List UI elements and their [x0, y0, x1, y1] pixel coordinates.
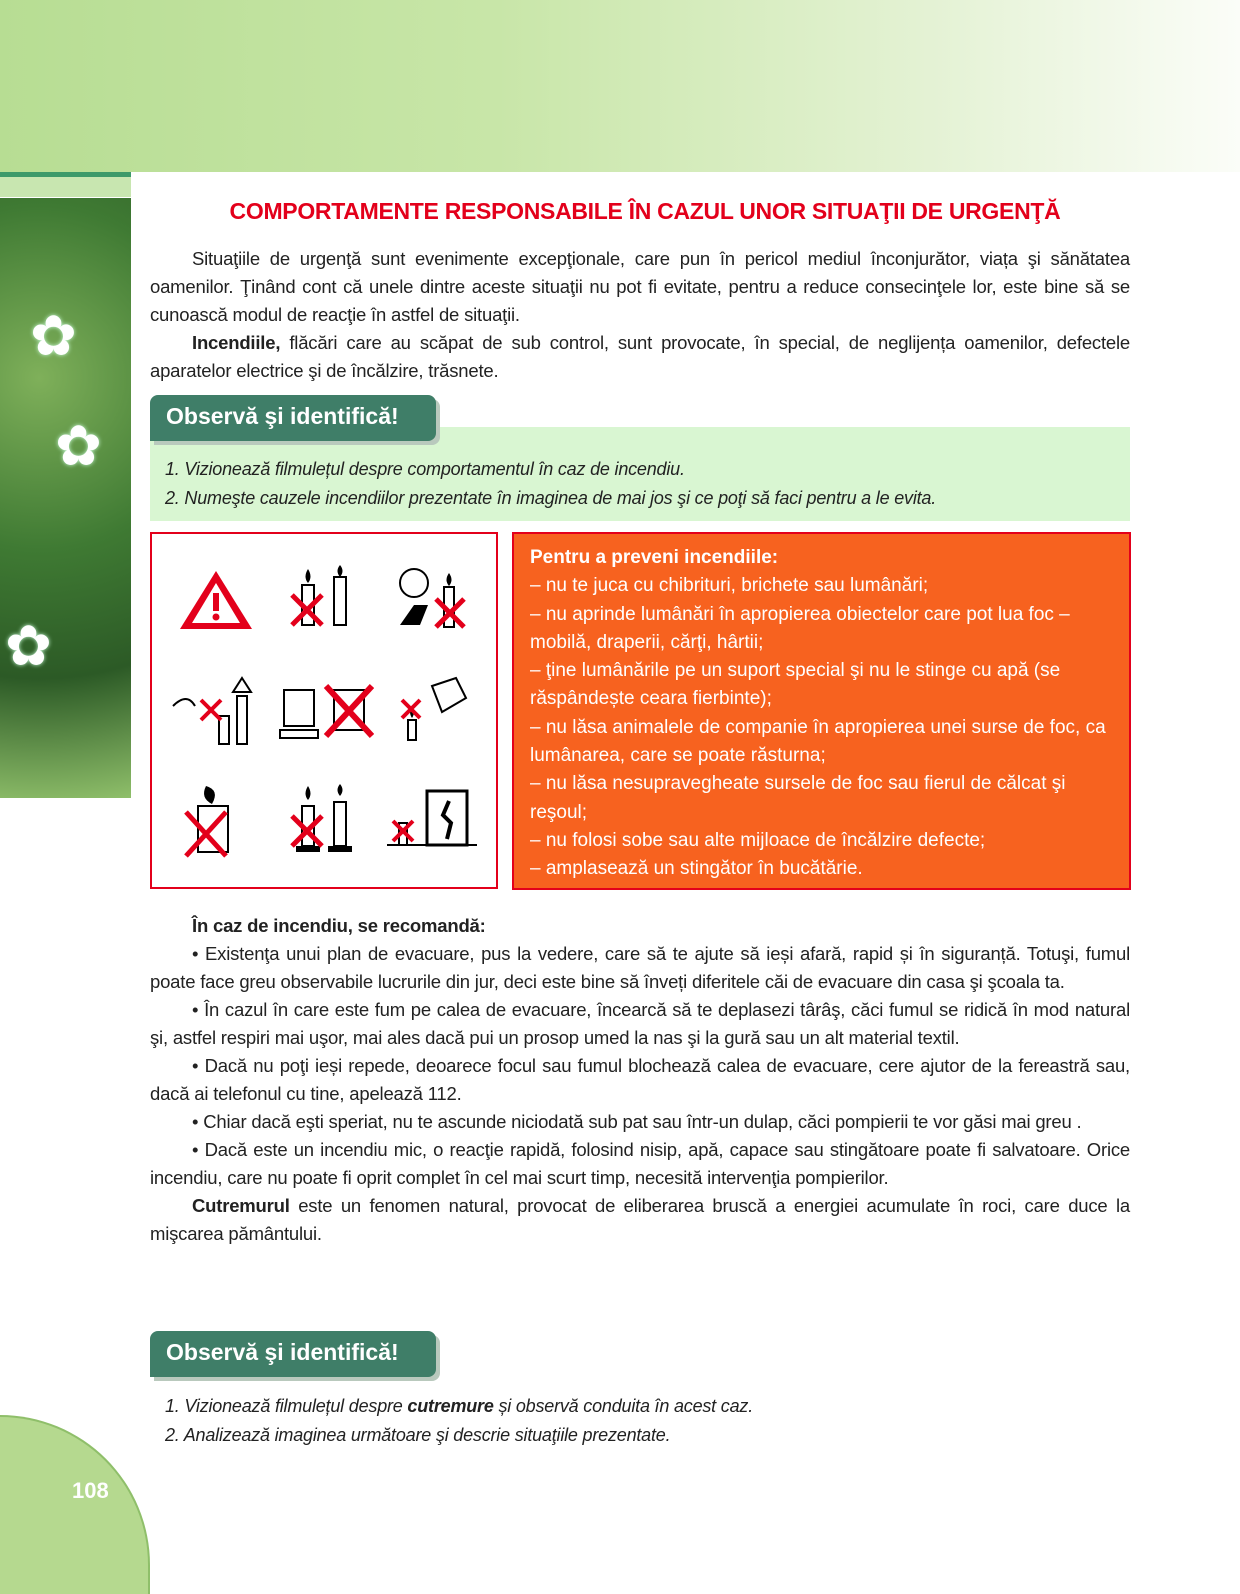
exit-icon	[378, 766, 486, 877]
page-title: COMPORTAMENTE RESPONSABILE ÎN CAZUL UNOR SITUAŢII DE URGENŢĂ	[229, 198, 1061, 224]
observe-header: Observă şi identifică!	[150, 1331, 436, 1377]
text: 1. Vizionează filmulețul despre	[165, 1396, 408, 1416]
flower-icon: ✿	[30, 304, 77, 367]
header-band	[0, 0, 1240, 172]
quake-paragraph	[150, 1192, 1130, 1248]
term: Cutremurul	[192, 1195, 290, 1216]
fire-safety-pictograms	[150, 532, 498, 889]
recommend-item: • Dacă nu poţi ieși repede, deoarece focul sau fumul blochează calea de evacuare, cere ajutor de la fereastră sau, dacă ai telefonul cu tine, apelează 112.	[150, 1055, 1130, 1104]
fires-paragraph	[150, 329, 1130, 385]
text: și observă conduita în acest caz.	[493, 1396, 753, 1416]
term: Incendiile,	[192, 332, 281, 353]
recommend-item: • Dacă este un incendiu mic, o reacţie rapidă, folosind nisip, apă, capace sau stingătoare poate fi salvatoare. Orice incendiu, care nu poate fi oprit complet în cel mai scurt timp, necesită intervenţia pompierilor.	[150, 1139, 1130, 1188]
recommend-item: • În cazul în care este fum pe calea de evacuare, încearcă să te deplasezi târâş, căci fumul se ridică în mod natural şi, astfel respiri mai uşor, mai ales dacă pui un prosop umed la nas şi la gură sau un alt material textil.	[150, 999, 1130, 1048]
page-corner	[0, 1415, 150, 1594]
task-item	[165, 1392, 1125, 1421]
prevention-item: – nu aprinde lumânări în apropierea obiectelor care pot lua foc – mobilă, draperii, cărţi, hârtii;	[530, 603, 1070, 653]
plant-candle-icon	[162, 766, 270, 877]
child-candle-icon	[378, 544, 486, 655]
warning-icon	[162, 544, 270, 655]
prevention-item: – nu lăsa animalele de companie în apropierea unei surse de foc, ca lumânarea, care se poate răsturna;	[530, 716, 1106, 767]
prevention-item: – amplasează un stingător în bucătărie.	[530, 858, 863, 880]
recommend-section	[150, 912, 1130, 1248]
water-candle-icon	[378, 655, 486, 766]
candle-no-icon	[270, 544, 378, 655]
flower-icon: ✿	[5, 614, 52, 677]
definition: este un fenomen natural, provocat de eliberarea bruscă a energiei acumulate în roci, care duce la mişcarea pământului.	[150, 1195, 1130, 1244]
prevention-item: – nu te juca cu chibrituri, brichete sau lumânări;	[530, 575, 929, 597]
text: cutremure	[407, 1396, 494, 1416]
prevention-heading: Pentru a preveni incendiile:	[530, 547, 779, 568]
intro-section	[150, 245, 1130, 385]
divider	[0, 177, 131, 197]
prevention-item: – nu folosi sobe sau alte mijloace de încălzire defecte;	[530, 829, 986, 851]
blow-candle-icon	[162, 655, 270, 766]
recommend-heading	[150, 912, 1130, 940]
flower-photo	[0, 198, 131, 798]
task-list	[165, 1392, 1125, 1450]
candle-holder-icon	[270, 766, 378, 877]
intro-paragraph: Situaţiile de urgenţă sunt evenimente excepţionale, care pun în pericol mediul înconjurător, viața şi sănătatea oamenilor. Ţinând cont că unele dintre aceste situaţii nu pot fi evitate, pentru a reduce consecinţele lor, este bine să se cunoască modul de reacţie în astfel de situaţii.	[150, 248, 1130, 325]
prevention-item: – ţine lumânările pe un suport special şi nu le stinge cu apă (se răspândește ceara fierbinte);	[530, 660, 1061, 710]
heading-text: În caz de incendiu, se recomandă:	[192, 915, 486, 936]
stove-no-icon	[270, 655, 378, 766]
observe-header: Observă şi identifică!	[150, 395, 436, 441]
task-item: 2. Analizează imaginea următoare şi descrie situaţiile prezentate.	[165, 1425, 671, 1445]
prevention-box	[512, 532, 1131, 890]
recommend-item: • Existenţa unui plan de evacuare, pus la vedere, care să te ajute să ieși afară, rapid și în siguranță. Totuşi, fumul poate face greu observabile lucrurile din jur, deci este bine să înveți diferitele căi de evacuare din casa şi şcoala ta.	[150, 943, 1130, 992]
flower-icon: ✿	[55, 414, 102, 477]
prevention-item: – nu lăsa nesupravegheate sursele de foc sau fierul de călcat şi reşoul;	[530, 773, 1066, 823]
definition: flăcări care au scăpat de sub control, sunt provocate, în special, de neglijența oamenilor, defectele aparatelor electrice şi de încălzire, trăsnete.	[150, 332, 1130, 381]
task-list	[165, 455, 1125, 513]
task-item: 2. Numeşte cauzele incendiilor prezentate în imaginea de mai jos şi ce poţi să faci pentru a le evita.	[165, 488, 937, 508]
task-item: 1. Vizionează filmulețul despre comportamentul în caz de incendiu.	[165, 459, 685, 479]
page-number: 108	[72, 1478, 109, 1503]
recommend-item: • Chiar dacă eşti speriat, nu te ascunde niciodată sub pat sau într-un dulap, căci pompierii te vor găsi mai greu .	[192, 1111, 1082, 1132]
